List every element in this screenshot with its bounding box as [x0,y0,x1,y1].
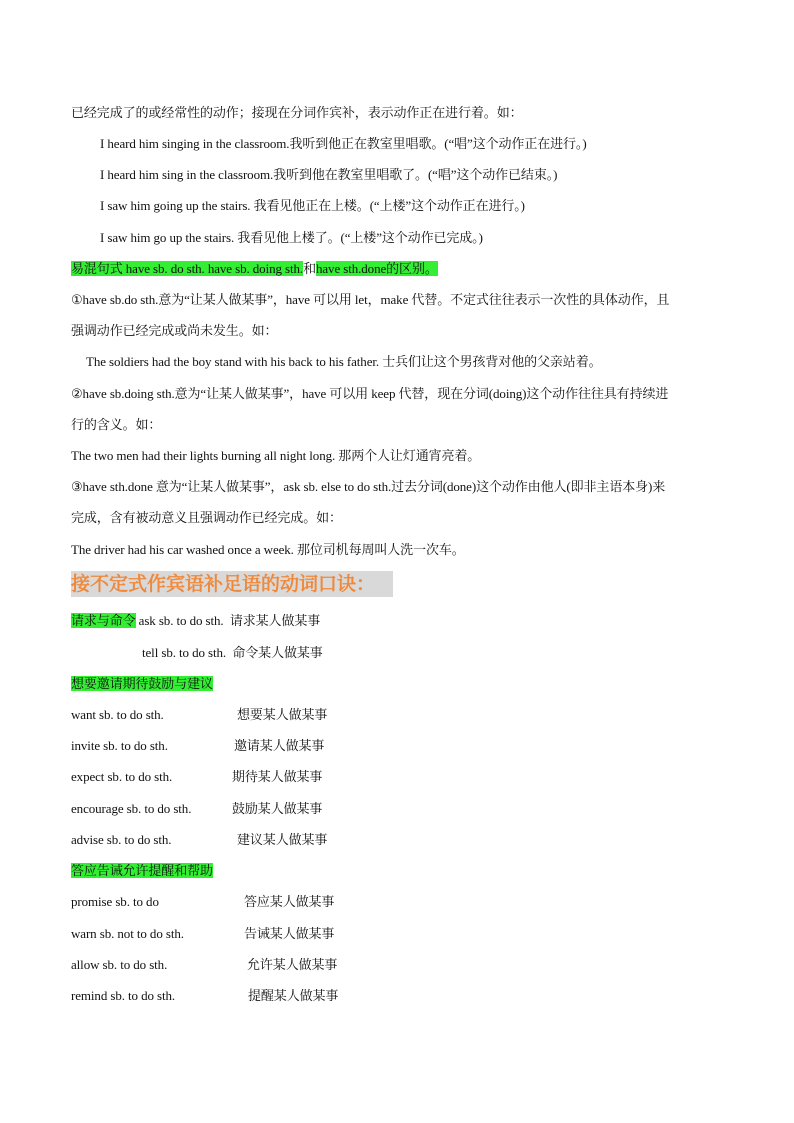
point-1-line-1: ①have sb.do sth.意为“让某人做某事”，have 可以用 let，make 代替。不定式往往表示一次性的具体动作，且 [71,292,670,307]
confusable-patterns-title [71,260,438,278]
verb-meaning: 请求某人做某事 [229,613,321,628]
verb-pattern: promise sb. to do [71,894,159,909]
group-1-row-2 [142,644,323,662]
verb-meaning: 允许某人做某事 [247,957,338,972]
verb-meaning: 想要某人做某事 [237,707,328,722]
verb-meaning: 建议某人做某事 [237,832,328,847]
verb-pattern: want sb. to do sth. [71,707,164,722]
verb-pattern: advise sb. to do sth. [71,832,172,847]
confusable-middle: have sth.done [315,261,387,276]
point-2-example: The two men had their lights burning all night long. 那两个人让灯通宵亮着。 [71,448,481,463]
confusable-and: 和 [303,261,316,276]
point-1-line-2: 强调动作已经完成或尚未发生。如： [71,323,278,338]
verb-meaning: 期待某人做某事 [232,769,323,784]
verb-pattern: invite sb. to do sth. [71,738,168,753]
verb-pattern: encourage sb. to do sth. [71,801,192,816]
verb-meaning: 鼓励某人做某事 [232,801,323,816]
group-3-label-text: 答应告诫允许提醒和帮助 [71,863,213,878]
verb-meaning: 答应某人做某事 [244,894,335,909]
confusable-prefix: 易混句式 have sb. do sth. have sb. doing sth. [71,261,304,276]
section-heading: 接不定式作宾语补足语的动词口诀： [71,571,393,597]
group-1-label: 请求与命令 [71,613,136,628]
verb-pattern: tell sb. to do sth. [142,645,227,660]
group-3-label [71,862,213,880]
verb-meaning: 邀请某人做某事 [234,738,325,753]
verb-pattern: expect sb. to do sth. [71,769,173,784]
example-sentence-2: I heard him sing in the classroom.我听到他在教室里唱歌了。(“唱”这个动作已结束。) [100,167,558,182]
confusable-suffix: 的区别。 [386,261,438,276]
point-3-example: The driver had his car washed once a week. 那位司机每周叫人洗一次车。 [71,542,465,557]
group-2-label [71,675,213,693]
point-2-line-2: 行的含义。如： [71,417,162,432]
intro-line: 已经完成了的或经常性的动作；接现在分词作宾补，表示动作正在进行着。如： [71,105,523,120]
example-sentence-4: I saw him go up the stairs. 我看见他上楼了。(“上楼”这个动作已完成。) [100,230,483,245]
group-1-row-1 [71,612,320,630]
verb-pattern: warn sb. not to do sth. [71,926,184,941]
verb-pattern: allow sb. to do sth. [71,957,168,972]
point-2-line-1: ②have sb.doing sth.意为“让某人做某事”，have 可以用 keep 代替，现在分词(doing)这个动作往往具有持续进 [71,386,669,401]
example-sentence-3: I saw him going up the stairs. 我看见他正在上楼。(“上楼”这个动作正在进行。) [100,198,525,213]
verb-meaning: 提醒某人做某事 [248,988,339,1003]
verb-meaning: 命令某人做某事 [232,645,323,660]
point-3-line-2: 完成，含有被动意义且强调动作已经完成。如： [71,510,342,525]
verb-pattern: remind sb. to do sth. [71,988,176,1003]
example-sentence-1: I heard him singing in the classroom.我听到他正在教室里唱歌。(“唱”这个动作正在进行。) [100,136,587,151]
group-2-label-text: 想要邀请期待鼓励与建议 [71,676,213,691]
verb-pattern: ask sb. to do sth. [138,613,224,628]
verb-meaning: 告诫某人做某事 [244,926,335,941]
point-1-example: The soldiers had the boy stand with his back to his father. 士兵们让这个男孩背对他的父亲站着。 [86,354,602,369]
point-3-line-1: ③have sth.done 意为“让某人做某事”，ask sb. else to do sth.过去分词(done)这个动作由他人(即非主语本身)来 [71,479,666,494]
